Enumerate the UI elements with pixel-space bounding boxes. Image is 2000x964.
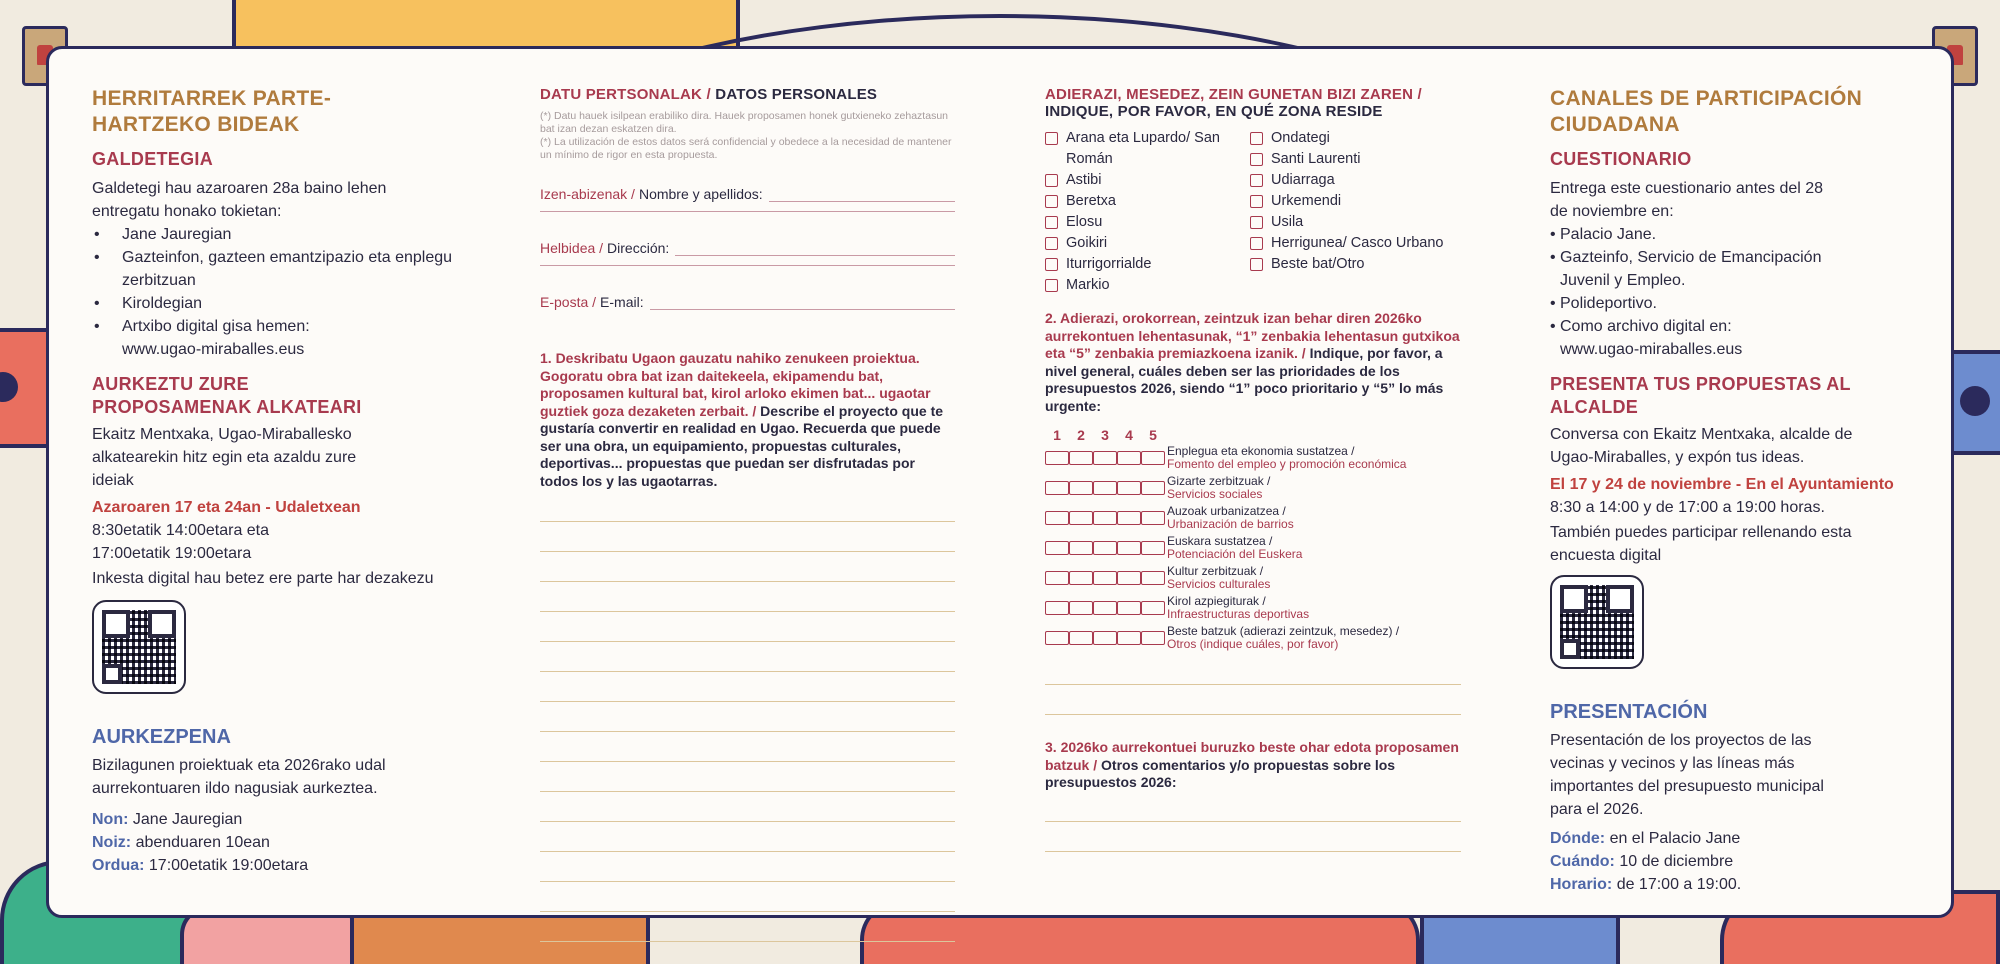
priority-checkbox[interactable] xyxy=(1045,481,1069,495)
survey-heading: GALDETEGIA xyxy=(92,149,214,169)
zone-label: Udiarraga xyxy=(1271,172,1335,188)
privacy-note-eu: (*) Datu hauek isilpean erabiliko dira. Hauek proposamen honek gutxieneko zehaztasun bat izan dezan eskatzen dira. xyxy=(540,110,948,135)
mayor-hours: 8:30 a 14:00 y de 17:00 a 19:00 horas. xyxy=(1550,499,1825,516)
priority-label-es: Urbanización de barrios xyxy=(1167,517,1294,531)
zone-checkbox[interactable] xyxy=(1045,216,1058,229)
priority-checkbox[interactable] xyxy=(1093,511,1117,525)
zone-option[interactable] xyxy=(1250,149,1455,170)
priority-label-eu: Auzoak urbanizatzea / xyxy=(1167,503,1286,518)
mayor-text: Ekaitz Mentxaka, Ugao-Miraballesko alkatearekin hitz egin eta azaldu zure ideiak xyxy=(92,426,357,489)
scale-number: 1 xyxy=(1053,427,1061,443)
zone-checkbox[interactable] xyxy=(1045,258,1058,271)
zone-label: Santi Laurenti xyxy=(1271,151,1361,167)
presentation-where: Dónde: en el Palacio Jane xyxy=(1550,830,1741,847)
presentation-when: Cuándo: 10 de diciembre xyxy=(1550,853,1734,870)
presentation-time: Ordua: 17:00etatik 19:00etara xyxy=(92,857,309,874)
digital-survey-text: Inkesta digital hau betez ere parte har dezakezu xyxy=(92,570,434,587)
qr-code[interactable] xyxy=(1550,575,1644,669)
priority-checkbox[interactable] xyxy=(1117,511,1141,525)
scale-number: 3 xyxy=(1101,427,1109,443)
zone-checkbox[interactable] xyxy=(1045,195,1058,208)
zone-checkbox[interactable] xyxy=(1250,216,1263,229)
priority-label-es: Servicios sociales xyxy=(1167,487,1263,501)
priority-checkbox[interactable] xyxy=(1069,541,1093,555)
presentation-text: Presentación de los proyectos de las vecinas y vecinos y las líneas más importantes del presupuesto municipal para el 2026. xyxy=(1550,732,1824,818)
zone-label: Arana eta Lupardo/ San Román xyxy=(1066,130,1220,167)
zone-checkbox[interactable] xyxy=(1250,258,1263,271)
mayor-date: Azaroaren 17 eta 24an - Udaletxean xyxy=(92,499,361,516)
background-dot-right xyxy=(1960,386,1990,416)
name-field[interactable]: Izen-abizenak / Nombre y apellidos: xyxy=(540,180,955,202)
column-title: CANALES DE PARTICIPACIÓN CIUDADANA xyxy=(1550,87,1863,136)
priority-row xyxy=(1045,533,1461,563)
survey-places-list xyxy=(92,223,472,361)
priority-checkbox[interactable] xyxy=(1069,631,1093,645)
zone-option[interactable] xyxy=(1250,191,1455,212)
priority-checkbox[interactable] xyxy=(1141,601,1165,615)
priority-table xyxy=(1045,443,1461,653)
priority-checkbox[interactable] xyxy=(1117,631,1141,645)
zone-heading-eu: ADIERAZI, MESEDEZ, ZEIN GUNETAN BIZI ZAREN / xyxy=(1045,86,1422,103)
priority-checkbox[interactable] xyxy=(1069,601,1093,615)
list-item: • Kiroldegian xyxy=(92,292,472,315)
priority-row xyxy=(1045,473,1461,503)
zone-label: Astibi xyxy=(1066,172,1102,188)
zone-option[interactable] xyxy=(1250,254,1455,275)
list-item: • Polideportivo. xyxy=(1550,292,1930,315)
zone-checkbox[interactable] xyxy=(1250,174,1263,187)
digital-survey-text: También puedes participar rellenando esta encuesta digital xyxy=(1550,524,1852,564)
priority-row xyxy=(1045,563,1461,593)
zone-option[interactable] xyxy=(1045,170,1250,191)
priority-checkbox[interactable] xyxy=(1141,541,1165,555)
question-2: 2. Adierazi, orokorrean, zeintzuk izan behar diren 2026ko aurrekontuen lehentasunak, “1” zenbakia lehentasun gutxikoa eta “5” zenbakia premiazkoena izanik. / Indique, por favor, a nivel general, cuáles deben ser las prioridades de los presupuestos 2026, siendo “1” poco prioritario y “5” lo más urgente: xyxy=(1045,310,1460,414)
priority-checkbox[interactable] xyxy=(1045,451,1069,465)
zone-label: Goikiri xyxy=(1066,235,1108,251)
priority-label-eu: Beste batzuk (adierazi zeintzuk, mesedez) / xyxy=(1167,623,1400,638)
spanish-info-column xyxy=(1550,86,1930,896)
presentation-where: Non: Jane Jauregian xyxy=(92,811,243,828)
zone-checkbox[interactable] xyxy=(1045,279,1058,292)
priority-label-eu: Gizarte zerbitzuak / xyxy=(1167,473,1271,488)
priority-checkbox[interactable] xyxy=(1069,481,1093,495)
priority-label-es: Otros (indique cuáles, por favor) xyxy=(1167,637,1339,651)
privacy-note-es: (*) La utilización de estos datos será confidencial y obedece a la necesidad de mantener un mínimo de rigor en esta propuesta. xyxy=(540,136,952,161)
zone-checkbox[interactable] xyxy=(1045,174,1058,187)
priority-checkbox[interactable] xyxy=(1045,601,1069,615)
priority-checkbox[interactable] xyxy=(1141,511,1165,525)
zone-option[interactable] xyxy=(1250,233,1455,254)
zone-checkbox[interactable] xyxy=(1045,237,1058,250)
column-title: HERRITARREK PARTE-HARTZEKO BIDEAK xyxy=(92,87,332,136)
priority-label-eu: Euskara sustatzea / xyxy=(1167,533,1273,548)
priority-label-eu: Kultur zerbitzuak / xyxy=(1167,563,1264,578)
priority-row xyxy=(1045,593,1461,623)
priority-checkbox[interactable] xyxy=(1117,601,1141,615)
zone-label: Elosu xyxy=(1066,214,1103,230)
zone-label: Beretxa xyxy=(1066,193,1116,209)
personal-data-column xyxy=(540,86,955,964)
zone-option[interactable] xyxy=(1045,254,1250,275)
mayor-heading: PRESENTA TUS PROPUESTAS AL ALCALDE xyxy=(1550,374,1851,417)
priority-checkbox[interactable] xyxy=(1141,571,1165,585)
zone-option[interactable] xyxy=(1250,212,1455,233)
list-item: • Como archivo digital en: www.ugao-miraballes.eus xyxy=(1550,315,1810,361)
priority-label-eu: Enplegua eta ekonomia sustatzea / xyxy=(1167,443,1355,458)
priority-checkbox[interactable] xyxy=(1141,451,1165,465)
priority-checkbox[interactable] xyxy=(1093,601,1117,615)
mayor-hours: 8:30etatik 14:00etara eta 17:00etatik 19:00etara xyxy=(92,522,270,562)
list-item: • Artxibo digital gisa hemen: www.ugao-miraballes.eus xyxy=(92,315,382,361)
priority-checkbox[interactable] xyxy=(1045,541,1069,555)
zone-option[interactable] xyxy=(1250,170,1455,191)
priority-checkbox[interactable] xyxy=(1141,481,1165,495)
zone-label: Usila xyxy=(1271,214,1304,230)
zone-label: Ondategi xyxy=(1271,130,1330,146)
priority-label-es: Potenciación del Euskera xyxy=(1167,547,1303,561)
priority-checkbox[interactable] xyxy=(1117,571,1141,585)
email-field[interactable]: E-posta / E-mail: xyxy=(540,288,955,310)
priority-row xyxy=(1045,623,1461,653)
zone-checkbox[interactable] xyxy=(1045,132,1058,145)
zone-label: Herrigunea/ Casco Urbano xyxy=(1271,235,1444,251)
priority-checkbox[interactable] xyxy=(1093,451,1117,465)
zone-label: Iturrigorrialde xyxy=(1066,256,1152,272)
question-2-extra-lines[interactable] xyxy=(1045,655,1461,715)
list-item: • Palacio Jane. xyxy=(1550,223,1930,246)
question-3: 3. 2026ko aurrekontuei buruzko beste ohar edota proposamen batzuk / Otros comentarios y/o propuestas sobre los presupuestos 2026: xyxy=(1045,739,1459,790)
mayor-date: El 17 y 24 de noviembre - En el Ayuntamiento xyxy=(1550,476,1894,493)
priority-checkbox[interactable] xyxy=(1045,631,1069,645)
priority-checkbox[interactable] xyxy=(1117,451,1141,465)
priority-checkbox[interactable] xyxy=(1069,451,1093,465)
survey-heading: CUESTIONARIO xyxy=(1550,149,1692,169)
list-item: • Gazteinfon, gazteen emantzipazio eta enplegu zerbitzuan xyxy=(92,246,472,292)
list-item: • Jane Jauregian xyxy=(92,223,472,246)
zone-priorities-column xyxy=(1045,86,1461,852)
survey-places-list xyxy=(1550,223,1930,361)
presentation-when: Noiz: abenduaren 10ean xyxy=(92,834,270,851)
survey-text: Galdetegi hau azaroaren 28a baino lehen entregatu honako tokietan: xyxy=(92,180,387,220)
priority-checkbox[interactable] xyxy=(1093,571,1117,585)
priority-checkbox[interactable] xyxy=(1093,541,1117,555)
zone-checkbox[interactable] xyxy=(1250,153,1263,166)
priority-label-es: Infraestructuras deportivas xyxy=(1167,607,1310,621)
zone-option[interactable] xyxy=(1045,191,1250,212)
priority-checkbox[interactable] xyxy=(1117,481,1141,495)
personal-data-heading: DATU PERTSONALAK / DATOS PERSONALES xyxy=(540,86,878,103)
zone-option[interactable] xyxy=(1045,275,1250,296)
zone-option[interactable] xyxy=(1045,233,1250,254)
name-field-line[interactable] xyxy=(540,202,955,212)
zone-label: Markio xyxy=(1066,277,1110,293)
zone-checkbox[interactable] xyxy=(1250,195,1263,208)
survey-text: Entrega este cuestionario antes del 28 de noviembre en: xyxy=(1550,180,1824,220)
priority-checkbox[interactable] xyxy=(1117,541,1141,555)
scale-number: 5 xyxy=(1149,427,1157,443)
zone-label: Urkemendi xyxy=(1271,193,1342,209)
priority-checkbox[interactable] xyxy=(1093,481,1117,495)
priority-checkbox[interactable] xyxy=(1093,631,1117,645)
mayor-heading: AURKEZTU ZURE PROPOSAMENAK ALKATEARI xyxy=(92,374,362,417)
zone-label: Beste bat/Otro xyxy=(1271,256,1365,272)
priority-checkbox[interactable] xyxy=(1045,511,1069,525)
priority-checkbox[interactable] xyxy=(1069,511,1093,525)
zone-option[interactable] xyxy=(1250,128,1455,149)
priority-row xyxy=(1045,503,1461,533)
question-1: 1. Deskribatu Ugaon gauzatu nahiko zenukeen proiektua. Gogoratu obra bat izan daitekeela, ekipamendu bat, proposamen kultural bat, kirol arloko ekimen bat... ugaotar guztiek goza dezaketen zerbait. / Describe el proyecto que te gustaría convertir en realidad en Ugao. Recuerda que puede ser una obra, un equipamiento, propuestas culturales, deportivas... propuestas que puedan ser disfrutadas por todos los y las ugaotarras. xyxy=(540,350,944,489)
question-1-answer-area[interactable] xyxy=(540,492,955,964)
address-field-line[interactable] xyxy=(540,256,955,266)
mayor-text: Conversa con Ekaitz Mentxaka, alcalde de Ugao-Miraballes, y expón tus ideas. xyxy=(1550,426,1853,466)
zone-option[interactable] xyxy=(1045,128,1250,170)
presentation-heading: AURKEZPENA xyxy=(92,726,231,748)
priority-checkbox[interactable] xyxy=(1045,571,1069,585)
scale-number: 4 xyxy=(1125,427,1133,443)
priority-row xyxy=(1045,443,1461,473)
address-field[interactable]: Helbidea / Dirección: xyxy=(540,234,955,256)
list-item: • Gazteinfo, Servicio de Emancipación Juvenil y Empleo. xyxy=(1550,246,1870,292)
priority-label-eu: Kirol azpiegiturak / xyxy=(1167,593,1266,608)
scale-number: 2 xyxy=(1077,427,1085,443)
priority-checkbox[interactable] xyxy=(1141,631,1165,645)
qr-code[interactable] xyxy=(92,600,186,694)
zone-checklist xyxy=(1045,128,1461,296)
presentation-text: Bizilagunen proiektuak eta 2026rako udal aurrekontuaren ildo nagusiak aurkeztea. xyxy=(92,757,386,797)
presentation-time: Horario: de 17:00 a 19:00. xyxy=(1550,876,1742,893)
presentation-heading: PRESENTACIÓN xyxy=(1550,701,1708,723)
zone-checkbox[interactable] xyxy=(1250,132,1263,145)
basque-info-column xyxy=(92,86,472,877)
zone-checkbox[interactable] xyxy=(1250,237,1263,250)
priority-scale xyxy=(1045,427,1461,443)
zone-option[interactable] xyxy=(1045,212,1250,233)
zone-heading-es: INDIQUE, POR FAVOR, EN QUÉ ZONA RESIDE xyxy=(1045,103,1383,120)
priority-label-es: Servicios culturales xyxy=(1167,577,1271,591)
question-3-answer-area[interactable] xyxy=(1045,792,1461,852)
priority-label-es: Fomento del empleo y promoción económica xyxy=(1167,457,1407,471)
priority-checkbox[interactable] xyxy=(1069,571,1093,585)
